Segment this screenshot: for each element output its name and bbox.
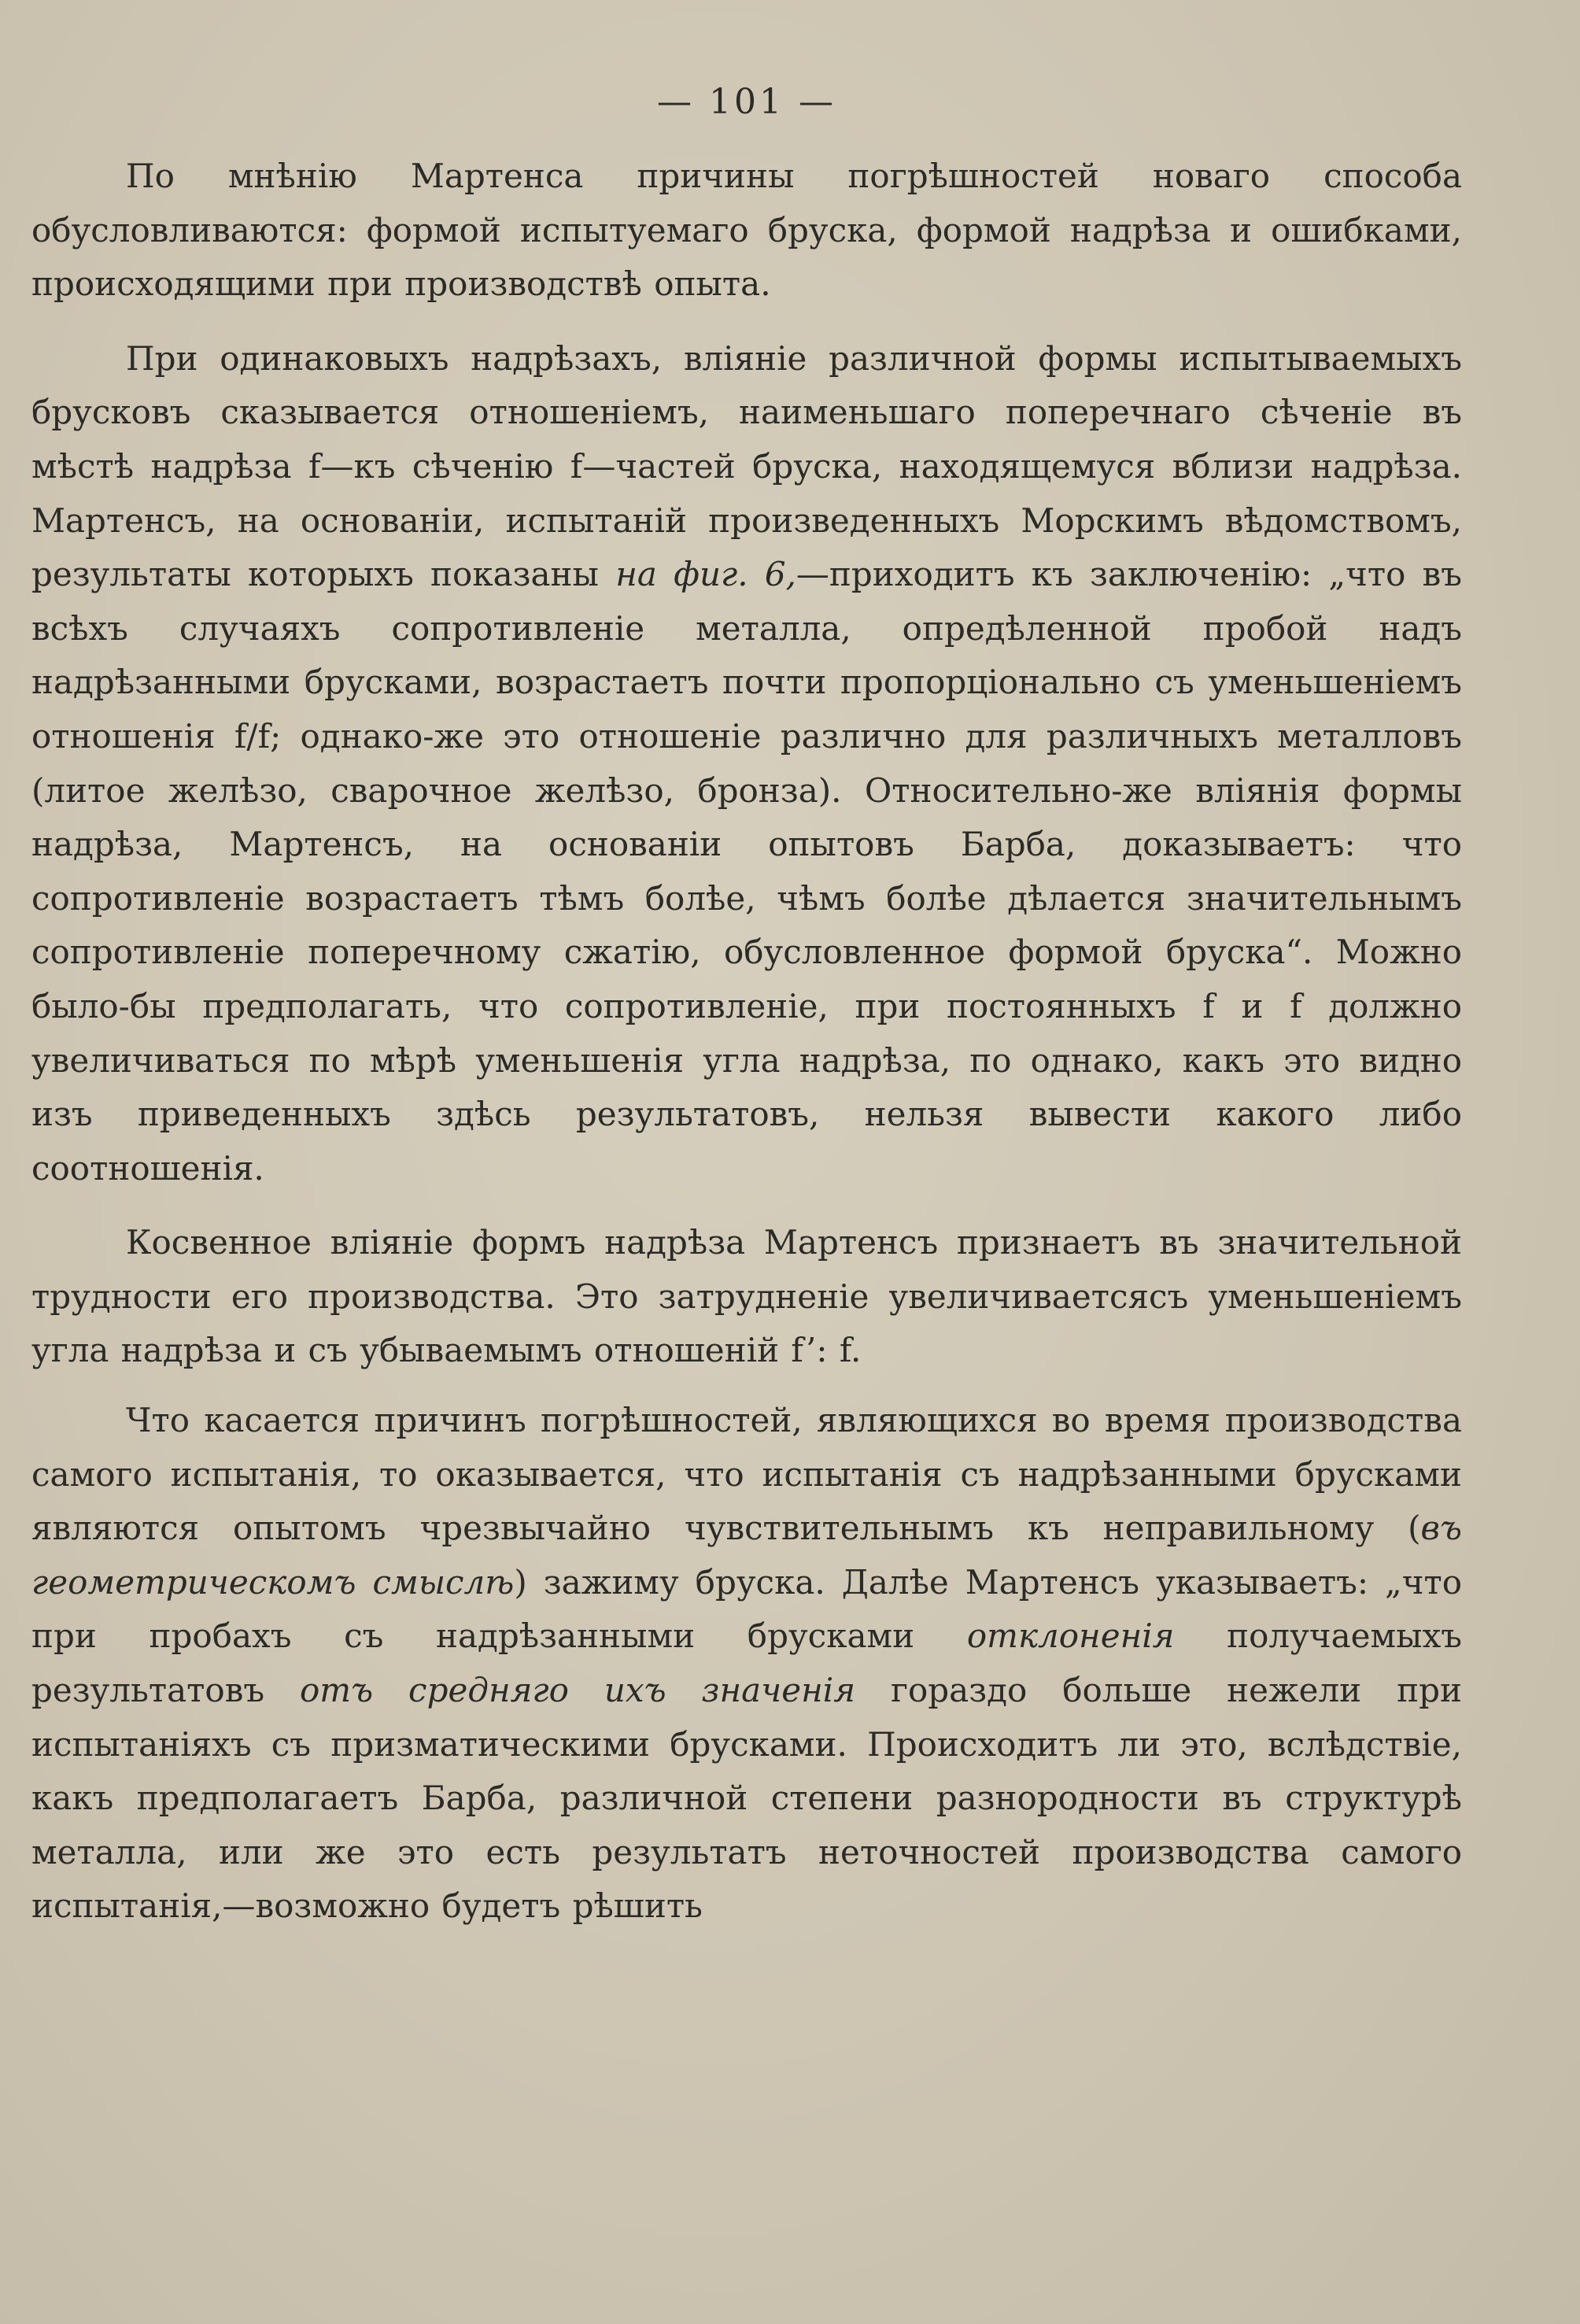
paragraph <box>31 1394 1462 1934</box>
italic-text: въ геометрическомъ смыслѣ <box>31 1509 1462 1602</box>
body-text-segment: гораздо больше нежели при испытаніяхъ съ призматическими брусками. Происходитъ ли это, вслѣдствіе, какъ предполагаетъ Барба, различной степени разнородности въ структурѣ металла, или же это есть результатъ неточностей производства самого испытанія,—возможно будетъ рѣшить <box>31 1671 1462 1926</box>
paragraph <box>31 1216 1462 1378</box>
body-text <box>31 150 1462 1934</box>
body-text-segment: Косвенное вліяніе формъ надрѣза Мартенсъ признаетъ въ значительной трудности его производства. Это затрудненіе увеличиваетсясъ уменьшеніемъ угла надрѣза и съ убываемымъ отношеній f’: f. <box>31 1223 1462 1370</box>
body-text-segment: По мнѣнію Мартенса причины погрѣшностей новаго способа обусловливаются: формой испытуемаго бруска, формой надрѣза и ошибками, происходящими при производствѣ опыта. <box>31 157 1462 304</box>
italic-text: на фиг. 6, <box>615 555 796 594</box>
body-text-segment: —приходитъ къ заключенію: „что въ всѣхъ случаяхъ сопротивленіе металла, опредѣленной пробой надъ надрѣзанными брусками, возрастаетъ почти пропорціонально съ уменьшеніемъ отношенія f/f; однако-же это отношеніе различно для различныхъ металловъ (литое желѣзо, сварочное желѣзо, бронза). Относительно-же вліянія формы надрѣза, Мартенсъ, на основаніи опытовъ Барба, доказываетъ: что сопротивленіе возрастаетъ тѣмъ болѣе, чѣмъ болѣе дѣлается значительнымъ сопротивленіе поперечному сжатію, обусловленное формой бруска“. Можно было-бы предполагать, что сопротивленіе, при постоянныхъ f и f должно увеличиваться по мѣрѣ уменьшенія угла надрѣза, по однако, какъ это видно изъ приведенныхъ здѣсь результатовъ, нельзя вывести какого либо соотношенія. <box>31 555 1462 1188</box>
paragraph <box>31 150 1462 312</box>
page-number: — 101 — <box>657 82 836 122</box>
body-text-segment: При одинаковыхъ надрѣзахъ, вліяніе различной формы испытываемыхъ брусковъ сказывается отношеніемъ, наименьшаго поперечнаго сѣченіе въ мѣстѣ надрѣза f—къ сѣченію f—частей бруска, находящемуся вблизи надрѣза. Мартенсъ, на основаніи, испытаній произведенныхъ Морскимъ вѣдомствомъ, результаты которыхъ показаны <box>31 338 1462 594</box>
body-text-segment: получаемыхъ результатовъ <box>31 1616 1462 1710</box>
body-text-segment: Что касается причинъ погрѣшностей, являющихся во время производства самого испытанія, то оказывается, что испытанія съ надрѣзанными брусками являются опытомъ чрезвычайно чувствительнымъ къ неправильному ( <box>31 1401 1462 1548</box>
paragraph <box>31 332 1462 1196</box>
italic-text: отклоненія <box>966 1616 1175 1656</box>
body-text-segment: ) зажиму бруска. Далѣе Мартенсъ указываетъ: „что при пробахъ съ надрѣзанными брусками <box>31 1562 1462 1656</box>
italic-text: отъ средняго ихъ значенія <box>300 1671 856 1710</box>
